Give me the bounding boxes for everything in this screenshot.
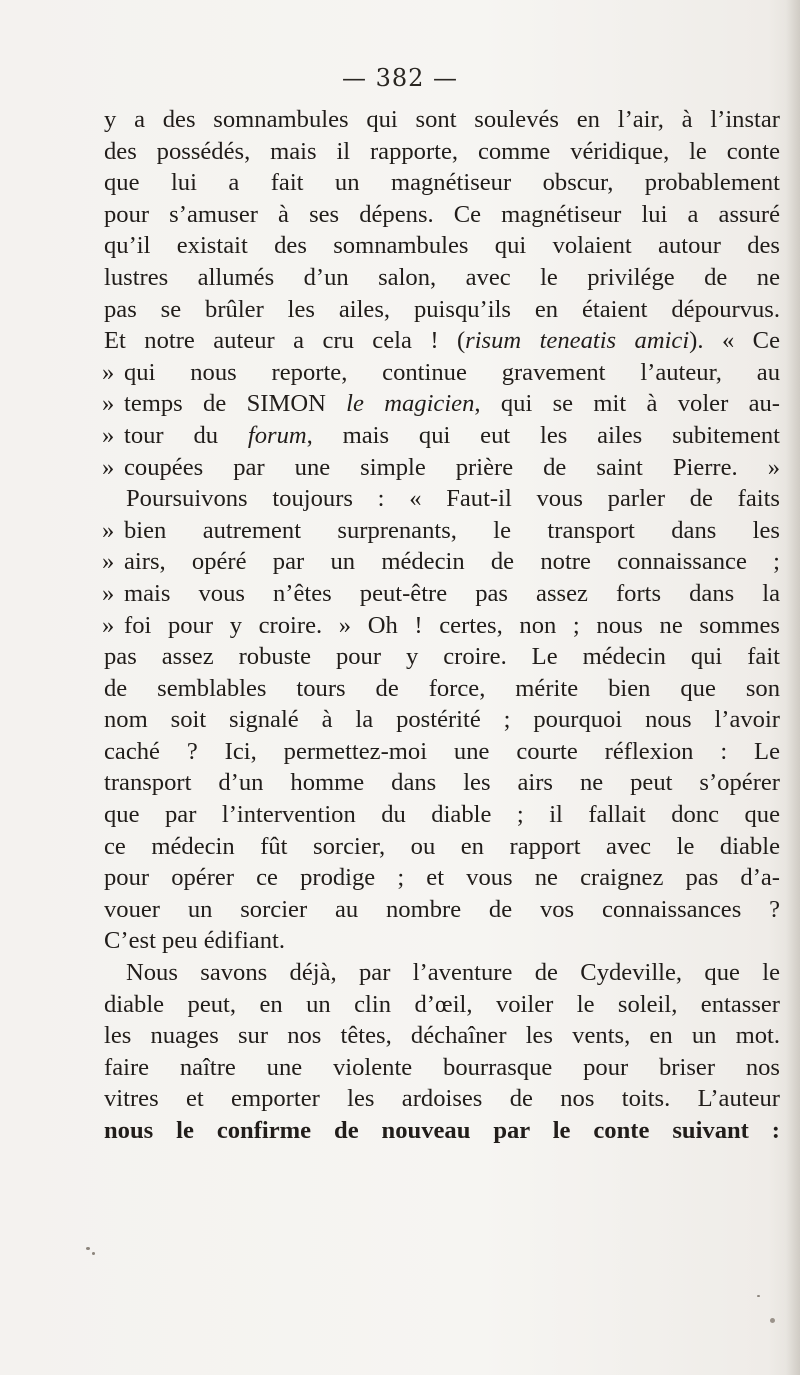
text-line	[104, 167, 780, 199]
line-text: nous le confirme de nouveau par le conte suivant :	[104, 1117, 780, 1144]
text-line	[104, 704, 780, 736]
text-line	[104, 862, 780, 894]
text-line	[104, 262, 780, 294]
line-text: qui nous reporte, continue gravement l’auteur, au	[124, 358, 780, 386]
text-line	[104, 230, 780, 262]
quote-mark: »	[102, 453, 115, 481]
body-text	[104, 104, 780, 1147]
line-text: ce médecin fût sorcier, ou en rapport avec le diable	[104, 832, 780, 860]
line-text: ). « Ce	[689, 327, 780, 355]
text-line	[104, 1052, 780, 1084]
line-text: caché ? Ici, permettez-moi une courte réflexion : Le	[104, 737, 780, 765]
text-line	[104, 104, 780, 136]
text-line	[104, 641, 780, 673]
italic-text: forum	[247, 421, 307, 449]
line-text: tour du	[124, 421, 248, 449]
line-text: vitres et emporter les ardoises de nos toits. L’auteur	[104, 1085, 780, 1113]
line-text: lustres allumés d’un salon, avec le privilége de ne	[104, 263, 780, 291]
line-text: diable peut, en un clin d’œil, voiler le soleil, entasser	[104, 990, 780, 1018]
line-text: que par l’intervention du diable ; il fallait donc que	[104, 801, 780, 829]
page-edge-shadow	[786, 0, 800, 1375]
quote-mark: »	[102, 548, 115, 576]
line-text: transport d’un homme dans les airs ne peut s’opérer	[104, 769, 780, 797]
line-text: que lui a fait un magnétiseur obscur, probablement	[104, 169, 780, 197]
text-line	[104, 452, 780, 484]
quote-mark: »	[102, 611, 115, 639]
ink-speck	[757, 1295, 760, 1297]
quote-mark: »	[102, 390, 115, 418]
text-line	[104, 199, 780, 231]
text-line	[104, 831, 780, 863]
text-line	[104, 736, 780, 768]
text-line	[104, 325, 780, 357]
line-text: pas assez robuste pour y croire. Le médecin qui fait	[104, 643, 780, 671]
text-line	[104, 957, 780, 989]
line-text: Poursuivons toujours : « Faut-il vous parler de faits	[126, 485, 780, 513]
text-line	[104, 1115, 780, 1147]
text-line	[104, 388, 780, 420]
text-line	[104, 1020, 780, 1052]
line-text: mais vous n’êtes peut-être pas assez forts dans la	[124, 579, 780, 607]
line-text: faire naître une violente bourrasque pour briser nos	[104, 1053, 780, 1081]
italic-text: risum teneatis amici	[465, 327, 690, 355]
text-line	[104, 357, 780, 389]
line-text: coupées par une simple prière de saint Pierre. »	[124, 453, 780, 481]
line-text: bien autrement surprenants, le transport dans les	[124, 516, 780, 544]
line-text: airs, opéré par un médecin de notre connaissance ;	[124, 548, 780, 576]
line-text: de semblables tours de force, mérite bien que son	[104, 674, 780, 702]
line-text: nom soit signalé à la postérité ; pourquoi nous l’avoir	[104, 706, 780, 734]
text-line	[104, 294, 780, 326]
quote-mark: »	[102, 579, 115, 607]
text-line	[104, 546, 780, 578]
line-text: pour opérer ce prodige ; et vous ne craignez pas d’a-	[104, 864, 780, 892]
text-line	[104, 894, 780, 926]
text-line	[104, 420, 780, 452]
text-line	[104, 515, 780, 547]
line-text: pas se brûler les ailes, puisqu’ils en étaient dépourvus.	[104, 295, 780, 323]
line-text: C’est peu édifiant.	[104, 927, 285, 955]
line-text: y a des somnambules qui sont soulevés en l’air, à l’instar	[104, 106, 780, 133]
text-line	[104, 925, 780, 957]
line-text: foi pour y croire. » Oh ! certes, non ; nous ne sommes	[124, 611, 780, 639]
text-line	[104, 673, 780, 705]
line-text: qu’il existait des somnambules qui volaient autour des	[104, 232, 780, 260]
text-line	[104, 989, 780, 1021]
quote-mark: »	[102, 516, 115, 544]
text-line	[104, 483, 780, 515]
text-line	[104, 1083, 780, 1115]
ink-speck	[86, 1247, 90, 1250]
text-line	[104, 767, 780, 799]
italic-text: le magicien	[346, 390, 475, 418]
line-text: Et notre auteur a cru cela ! (	[104, 327, 466, 355]
ink-speck	[770, 1318, 775, 1323]
text-line	[104, 799, 780, 831]
line-text: des possédés, mais il rapporte, comme véridique, le conte	[104, 137, 780, 165]
line-text: , qui se mit à voler au-	[474, 390, 780, 418]
ink-speck	[92, 1252, 95, 1255]
text-line	[104, 610, 780, 642]
line-text: vouer un sorcier au nombre de vos connaissances ?	[104, 895, 780, 923]
line-text: les nuages sur nos têtes, déchaîner les vents, en un mot.	[104, 1022, 780, 1050]
quote-mark: »	[102, 358, 115, 386]
line-text: , mais qui eut les ailes subitement	[306, 421, 780, 449]
quote-mark: »	[102, 421, 115, 449]
page-number: — 382 —	[341, 64, 459, 92]
text-line	[104, 136, 780, 168]
text-line	[104, 578, 780, 610]
line-text: temps de SIMON	[124, 390, 347, 418]
line-text: Nous savons déjà, par l’aventure de Cydeville, que le	[126, 959, 780, 987]
line-text: pour s’amuser à ses dépens. Ce magnétiseur lui a assuré	[104, 200, 780, 228]
